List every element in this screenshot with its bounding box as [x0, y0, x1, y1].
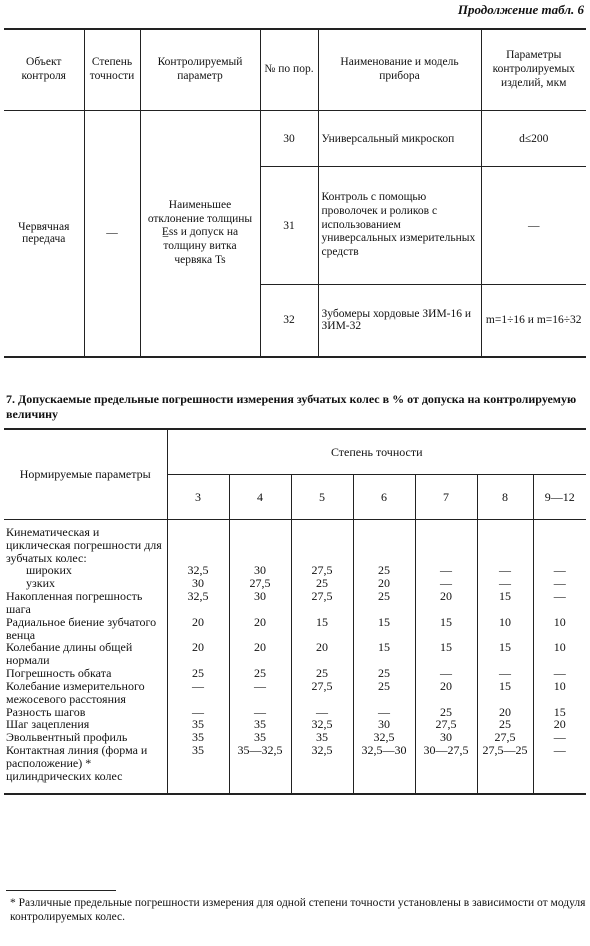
- param-cell: широких: [26, 563, 72, 578]
- param-cell: Колебание длины общей нормали: [6, 640, 133, 668]
- value-cell: 30: [353, 718, 415, 731]
- value-cell: —: [533, 744, 586, 782]
- value-cell: 35: [291, 731, 353, 744]
- table-row: [4, 667, 586, 680]
- object-cell: Червячная передача: [4, 111, 84, 357]
- value-cell: [353, 526, 415, 564]
- degree-cell: —: [84, 111, 140, 357]
- value-cell: 35: [167, 718, 229, 731]
- table-row: [4, 590, 586, 616]
- value-cell: 27,5: [477, 731, 533, 744]
- header-parameter: Контролируемый параметр: [140, 29, 260, 111]
- value-cell: —: [477, 564, 533, 577]
- param-cell: Контактная линия (форма и расположение) * цилиндрических колес: [6, 743, 148, 783]
- value-cell: 30: [229, 590, 291, 616]
- value-cell: 35: [229, 718, 291, 731]
- item-params: d≤200: [481, 111, 586, 167]
- value-cell: 25: [477, 718, 533, 731]
- page-header: Продолжение табл. 6: [457, 2, 584, 17]
- value-cell: 10: [533, 616, 586, 642]
- header-item-params: Параметры контролируемых изделий, мкм: [481, 29, 586, 111]
- value-cell: 20: [353, 577, 415, 590]
- value-cell: 15: [477, 590, 533, 616]
- value-cell: 25: [167, 667, 229, 680]
- row-number: 30: [260, 111, 318, 167]
- value-cell: —: [477, 667, 533, 680]
- value-cell: —: [477, 577, 533, 590]
- table-row: [4, 526, 586, 564]
- degree-header: 9—12: [533, 475, 586, 520]
- value-cell: 15: [477, 641, 533, 667]
- degree-header: 4: [229, 475, 291, 520]
- header-object: Объект контроля: [4, 29, 84, 111]
- value-cell: —: [291, 706, 353, 719]
- value-cell: —: [229, 706, 291, 719]
- device-name: Универсальный микроскоп: [318, 111, 481, 167]
- value-cell: 32,5—30: [353, 744, 415, 782]
- row-number: 31: [260, 167, 318, 285]
- row-number: 32: [260, 285, 318, 357]
- value-cell: [229, 526, 291, 564]
- value-cell: 20: [415, 680, 477, 706]
- value-cell: 25: [229, 667, 291, 680]
- degree-header: 6: [353, 475, 415, 520]
- device-name: Контроль с помощью проволочек и роликов с использованием универсальных измерительных средств: [318, 167, 481, 285]
- value-cell: 25: [291, 577, 353, 590]
- value-cell: 15: [477, 680, 533, 706]
- footnote: * Различные предельные погрешности измерения для одной степени точности установлены в зависимости от модуля контролируемых колес.: [10, 897, 586, 924]
- param-cell: Накопленная погрешность шага: [6, 589, 143, 616]
- value-cell: 20: [229, 616, 291, 642]
- value-cell: —: [533, 667, 586, 680]
- value-cell: —: [415, 667, 477, 680]
- device-table: [4, 28, 586, 358]
- value-cell: 30: [415, 731, 477, 744]
- value-cell: [291, 526, 353, 564]
- table-row: [4, 616, 586, 642]
- value-cell: 15: [415, 641, 477, 667]
- value-cell: 15: [291, 616, 353, 642]
- item-params: —: [481, 167, 586, 285]
- value-cell: 15: [415, 616, 477, 642]
- header-norm-params: Нормируемые параметры: [4, 429, 167, 520]
- value-cell: 20: [291, 641, 353, 667]
- param-cell: Шаг зацепления: [6, 717, 90, 732]
- value-cell: 30: [229, 564, 291, 577]
- value-cell: 27,5: [291, 564, 353, 577]
- param-cell: Колебание измерительного межосевого расстояния: [6, 678, 145, 706]
- spacer-row: [4, 783, 586, 794]
- table-row: [4, 680, 586, 706]
- value-cell: 25: [353, 564, 415, 577]
- value-cell: —: [533, 577, 586, 590]
- value-cell: 20: [167, 641, 229, 667]
- value-cell: 20: [477, 706, 533, 719]
- table-row: [4, 641, 586, 667]
- value-cell: [477, 526, 533, 564]
- value-cell: 35: [229, 731, 291, 744]
- header-device: Наименование и модель прибора: [318, 29, 481, 111]
- degree-header: 7: [415, 475, 477, 520]
- value-cell: 27,5: [415, 718, 477, 731]
- value-cell: 20: [415, 590, 477, 616]
- param-cell: Радиальное биение зубчатого венца: [6, 614, 157, 642]
- value-cell: 32,5: [291, 718, 353, 731]
- value-cell: 25: [415, 706, 477, 719]
- footnote-rule: [6, 890, 116, 891]
- value-cell: 30—27,5: [415, 744, 477, 782]
- value-cell: 15: [533, 706, 586, 719]
- device-name: Зубомеры хордовые ЗИМ-16 и ЗИМ-32: [318, 285, 481, 357]
- value-cell: [167, 526, 229, 564]
- value-cell: 25: [291, 667, 353, 680]
- value-cell: 10: [533, 680, 586, 706]
- param-cell: Кинематическая и циклическая погрешности для зубчатых колес:: [6, 525, 162, 565]
- value-cell: 35: [167, 744, 229, 782]
- param-cell: Погрешность обката: [6, 666, 112, 681]
- header-number: № по пор.: [260, 29, 318, 111]
- value-cell: 27,5—25: [477, 744, 533, 782]
- table-row: [4, 111, 586, 167]
- table-row: [4, 744, 586, 782]
- value-cell: 10: [533, 641, 586, 667]
- parameter-cell: Наименьшее отклонение толщины E̲ss и допуск на толщину витка червяка Ts: [140, 111, 260, 357]
- device-table-header: [4, 29, 586, 111]
- value-cell: —: [353, 706, 415, 719]
- value-cell: —: [415, 564, 477, 577]
- value-cell: 32,5: [167, 564, 229, 577]
- value-cell: [533, 526, 586, 564]
- header-precision-degree: Степень точности: [167, 429, 586, 475]
- value-cell: 15: [353, 641, 415, 667]
- header-degree: Степень точности: [84, 29, 140, 111]
- value-cell: —: [533, 564, 586, 577]
- value-cell: 20: [229, 641, 291, 667]
- value-cell: 32,5: [167, 590, 229, 616]
- value-cell: —: [415, 577, 477, 590]
- value-cell: —: [533, 731, 586, 744]
- degree-header: 5: [291, 475, 353, 520]
- value-cell: 20: [167, 616, 229, 642]
- value-cell: 20: [533, 718, 586, 731]
- param-cell: Разность шагов: [6, 704, 86, 719]
- value-cell: 25: [353, 590, 415, 616]
- value-cell: 32,5: [291, 744, 353, 782]
- tolerance-body: [4, 520, 586, 794]
- value-cell: 25: [353, 667, 415, 680]
- degree-header: 3: [167, 475, 229, 520]
- value-cell: —: [533, 590, 586, 616]
- value-cell: 30: [167, 577, 229, 590]
- value-cell: 27,5: [229, 577, 291, 590]
- value-cell: 15: [353, 616, 415, 642]
- value-cell: —: [167, 680, 229, 706]
- section-title: 7. Допускаемые предельные погрешности измерения зубчатых колес в % от допуска на контролируемую величину: [6, 392, 577, 421]
- value-cell: [415, 526, 477, 564]
- param-cell: узких: [26, 576, 55, 591]
- tolerance-table: [4, 428, 586, 795]
- value-cell: —: [229, 680, 291, 706]
- value-cell: 27,5: [291, 590, 353, 616]
- degree-header: 8: [477, 475, 533, 520]
- value-cell: 32,5: [353, 731, 415, 744]
- value-cell: 35—32,5: [229, 744, 291, 782]
- value-cell: 27,5: [291, 680, 353, 706]
- value-cell: 10: [477, 616, 533, 642]
- value-cell: —: [167, 706, 229, 719]
- value-cell: 35: [167, 731, 229, 744]
- tolerance-header-row: [4, 429, 586, 475]
- value-cell: 25: [353, 680, 415, 706]
- item-params: m=1÷16 и m=16÷32: [481, 285, 586, 357]
- param-cell: Эвольвентный профиль: [6, 730, 128, 745]
